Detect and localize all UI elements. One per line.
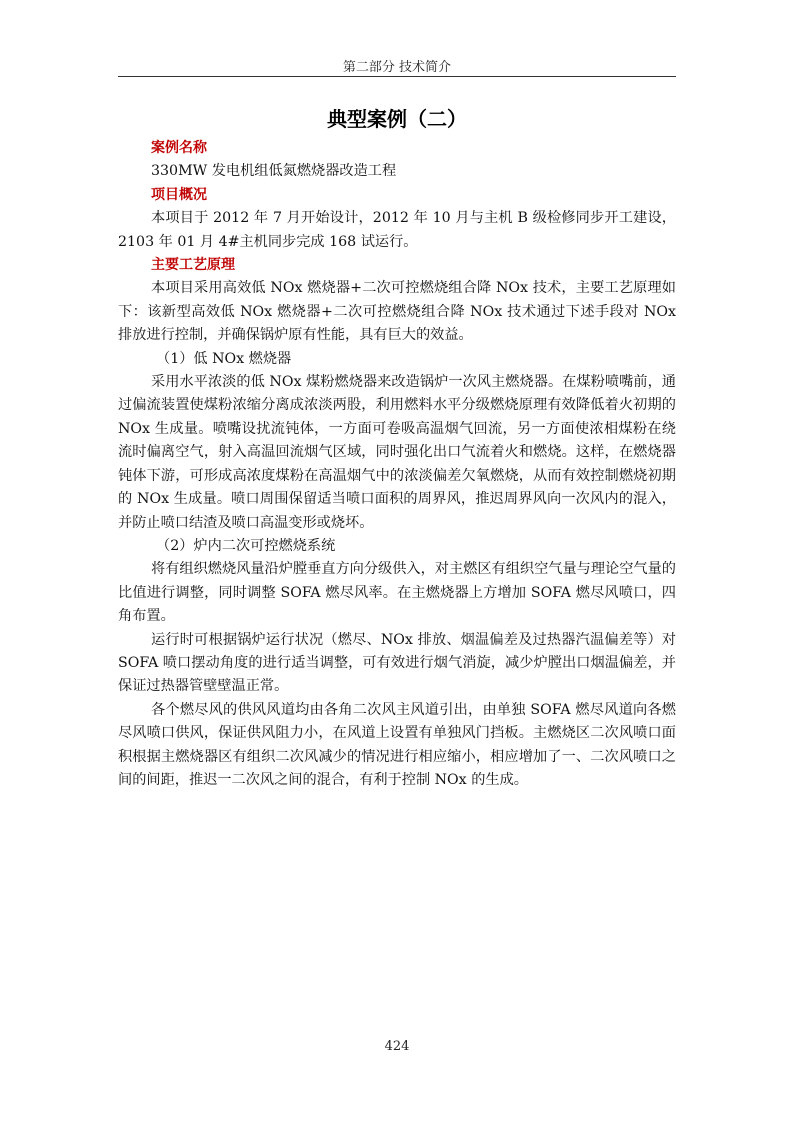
overview-text: 本项目于 2012 年 7 月开始设计，2012 年 10 月与主机 B 级检修同步开工建设，2103 年 01 月 4#主机同步完成 168 试运行。	[118, 210, 676, 250]
subsection-2-paragraph-2: 运行时可根据锅炉运行状况（燃尽、NOx 排放、烟温偏差及过热器汽温偏差等）对 SOFA 喷口摆动角度的进行适当调整，可有效进行烟气消旋，减少炉膛出口烟温偏差，并保证过热器管壁壁温正常。	[118, 631, 676, 695]
page-title: 典型案例（二）	[327, 107, 467, 131]
section-heading-overview: 项目概况	[151, 186, 207, 203]
section-heading-principle: 主要工艺原理	[151, 257, 235, 274]
subsection-title-2: （2）炉内二次可控燃烧系统	[156, 537, 336, 554]
subsection-2-paragraph-3: 各个燃尽风的供风风道均由各角二次风主风道引出，由单独 SOFA 燃尽风道向各燃尽风喷口供风，保证供风阻力小，在风道上设置有单独风门挡板。主燃烧区二次风喷口面积根据主燃烧器区有组织二次风减少的情况进行相应缩小，相应增加了一、二次风喷口之间的间距，推迟一二次风之间的混合，有利于控制 NOx 的生成。	[118, 701, 676, 788]
principle-intro: 本项目采用高效低 NOx 燃烧器+二次可控燃烧组合降 NOx 技术，主要工艺原理如下：该新型高效低 NOx 燃烧器+二次可控燃烧组合降 NOx 技术通过下述手段对 NOx 排放进行控制，并确保锅炉原有性能，具有巨大的效益。	[118, 280, 676, 344]
subsection-text-1: 采用水平浓淡的低 NOx 煤粉燃烧器来改造锅炉一次风主燃烧器。在煤粉喷嘴前，通过偏流装置使煤粉浓缩分离成浓淡两股，利用燃料水平分级燃烧原理有效降低着火初期的 NOx 生成量。喷嘴设扰流钝体，一方面可卷吸高温烟气回流，另一方面使浓相煤粉在绕流时偏离空气，射入高温回流烟气区域，同时强化出口气流着火和燃烧。这样，在燃烧器钝体下游，可形成高浓度煤粉在高温烟气中的浓淡偏差欠氧燃烧，从而有效控制燃烧初期的 NOx 生成量。喷口周围保留适当喷口面积的周界风，推迟周界风向一次风内的混入，并防止喷口结渣及喷口高温变形或烧坏。	[118, 374, 676, 531]
subsection-2-paragraph-1: 将有组织燃烧风量沿炉膛垂直方向分级供入，对主燃区有组织空气量与理论空气量的比值进行调整，同时调整 SOFA 燃尽风率。在主燃烧器上方增加 SOFA 燃尽风喷口，四角布置。	[118, 561, 676, 625]
section-heading-case-name: 案例名称	[151, 140, 207, 156]
page-number: 424	[384, 1039, 410, 1054]
running-header: 第二部分 技术简介	[342, 60, 452, 75]
document-body	[118, 137, 676, 792]
subsection-title-1: （1）低 NOx 燃烧器	[156, 350, 292, 367]
header-rule	[118, 76, 676, 77]
case-name-text: 330MW 发电机组低氮燃烧器改造工程	[151, 163, 397, 180]
